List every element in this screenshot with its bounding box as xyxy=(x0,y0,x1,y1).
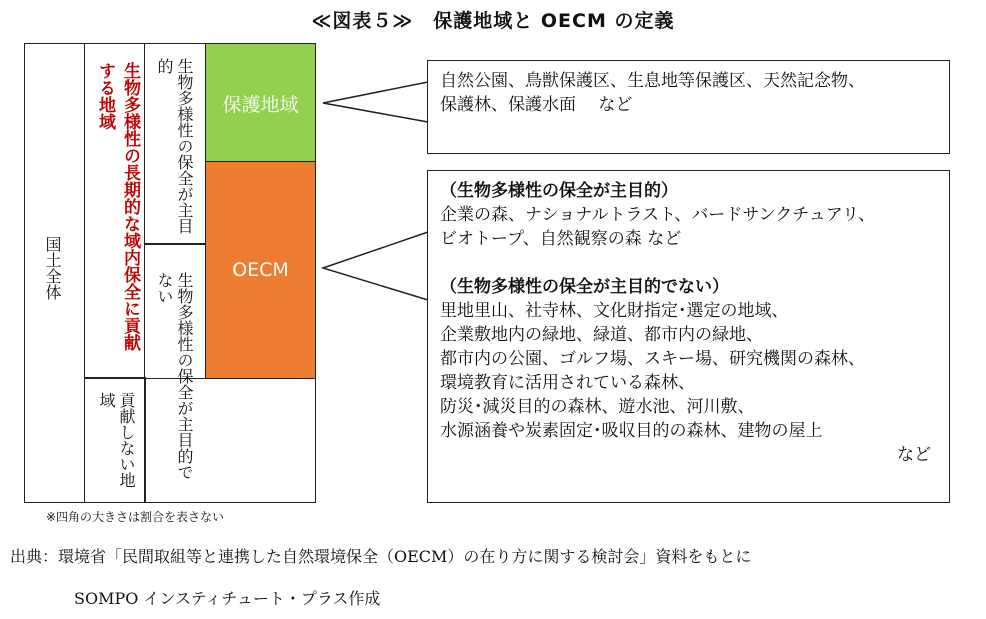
nation-label: 国土全体 xyxy=(43,236,62,300)
oecm-line: 環境教育に活用されている森林、 xyxy=(440,373,695,393)
oecm-heading-main: （生物多様性の保全が主目的） xyxy=(440,181,678,201)
oecm-line: 里地里山、社寺林、文化財指定･選定の地域、 xyxy=(440,301,789,321)
protected-callout-line: 保護林、保護水面 など xyxy=(440,95,633,115)
protected-callout xyxy=(427,60,950,154)
oecm-block xyxy=(205,161,316,379)
source-line-2: SOMPO インスティチュート・プラス作成 xyxy=(74,589,381,608)
oecm-line: 防災･減災目的の森林、遊水池、河川敷、 xyxy=(440,397,755,417)
oecm-line: 企業敷地内の緑地、緑道、都市内の緑地、 xyxy=(440,325,763,345)
noncontrib-label: 貢献しない地域 xyxy=(97,392,136,488)
oecm-label: OECM xyxy=(232,259,289,281)
protected-area-block xyxy=(205,43,316,163)
not-main-purpose-label: 生物多様性の保全が主目的でない xyxy=(155,272,194,480)
protected-area-label: 保護地域 xyxy=(222,93,299,116)
oecm-line: 企業の森、ナショナルトラスト、バードサンクチュアリ、 xyxy=(440,205,876,225)
protected-callout-line: 自然公園、鳥獣保護区、生息地等保護区、天然記念物、 xyxy=(440,71,865,91)
oecm-line: ビオトープ、自然観察の森 など xyxy=(440,229,682,249)
oecm-pointer xyxy=(323,232,428,300)
oecm-heading-not-main: （生物多様性の保全が主目的でない） xyxy=(440,277,729,297)
oecm-line-last: など xyxy=(897,445,931,465)
protected-pointer xyxy=(323,82,428,122)
source-line-1: 出典：環境省「民間取組等と連携した自然環境保全（OECM）の在り方に関する検討会」資料をもとに xyxy=(10,547,752,566)
oecm-callout xyxy=(427,170,950,503)
footnote: ※四角の大きさは割合を表さない xyxy=(46,510,225,524)
oecm-line: 水源涵養や炭素固定･吸収目的の森林、建物の屋上 xyxy=(440,421,823,441)
main-purpose-label: 生物多様性の保全が主目的 xyxy=(155,58,194,234)
oecm-line: 都市内の公園、ゴルフ場、スキー場、研究機関の森林、 xyxy=(440,349,865,369)
contrib-label xyxy=(93,62,143,362)
contrib-label-text: 生物多様性の長期的な域内保全に貢献する地域 xyxy=(95,62,140,351)
figure-title: ≪図表５≫ 保護地域と OECM の定義 xyxy=(311,10,675,32)
